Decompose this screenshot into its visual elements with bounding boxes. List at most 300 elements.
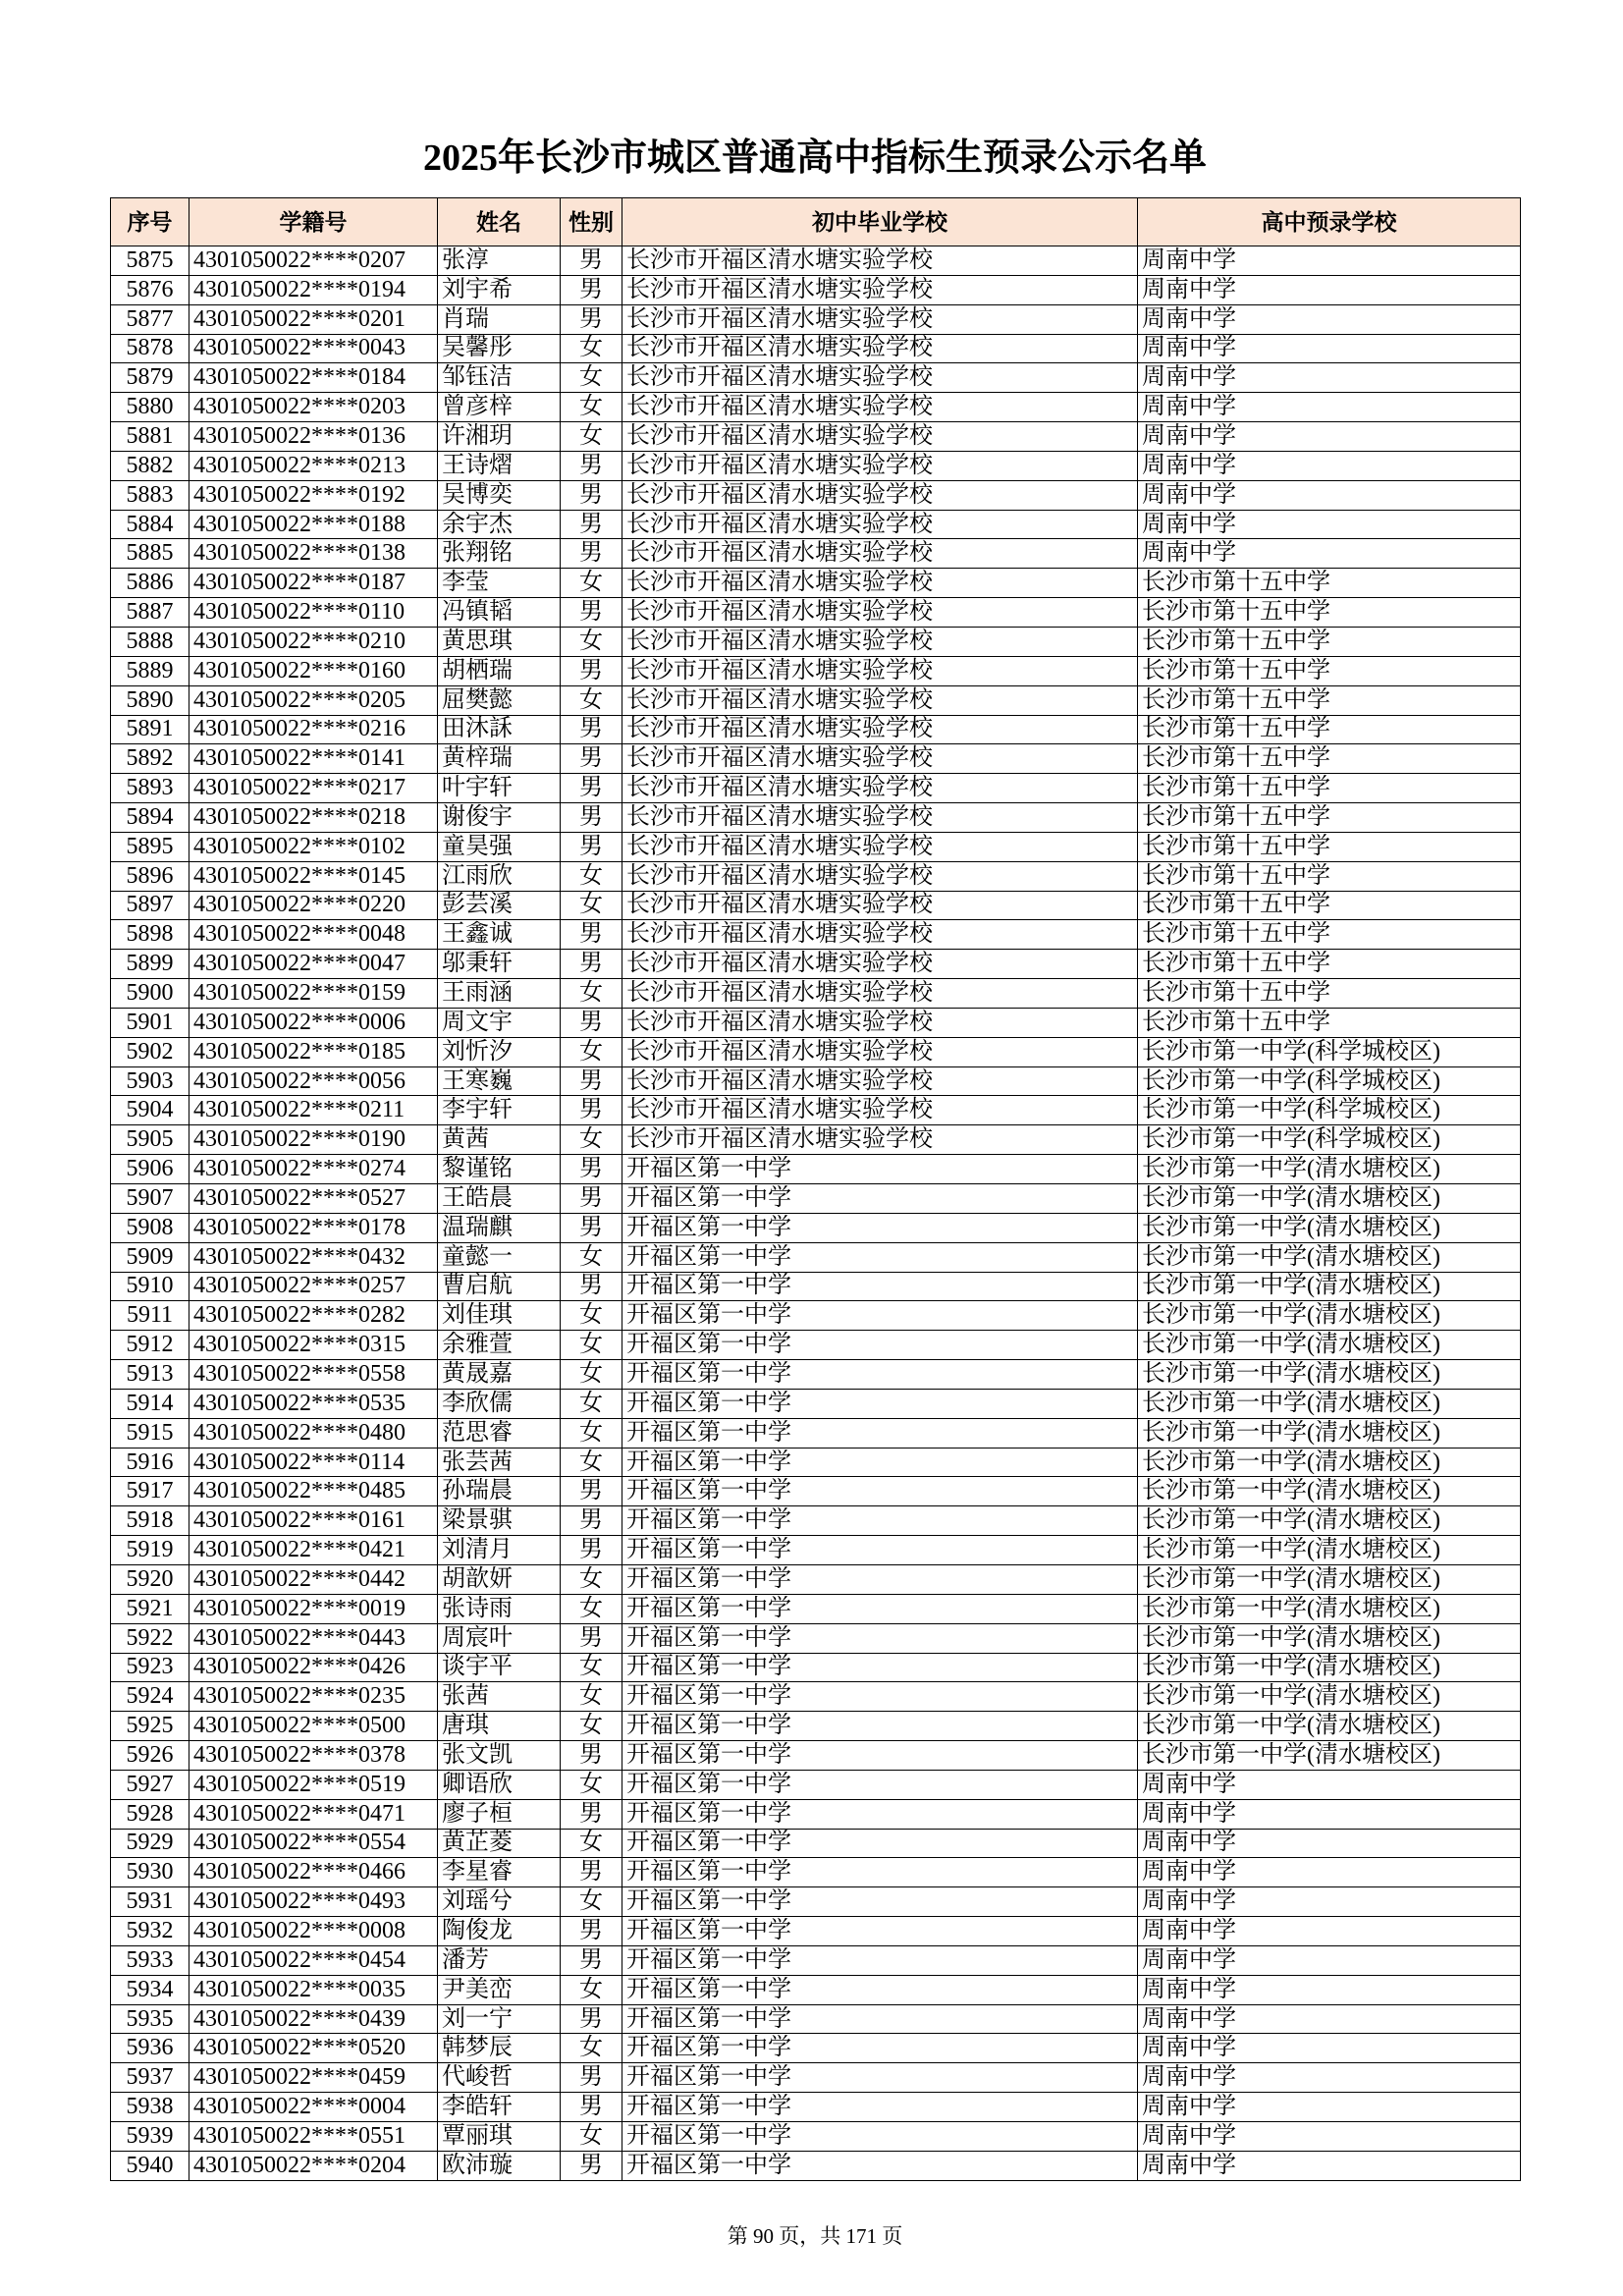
table-row <box>111 1623 1521 1653</box>
cell-student-id: 4301050022****0466 <box>189 1858 438 1887</box>
cell-middle-school: 开福区第一中学 <box>622 1799 1138 1829</box>
cell-student-id: 4301050022****0110 <box>189 598 438 628</box>
table-row <box>111 1272 1521 1301</box>
table-row <box>111 979 1521 1009</box>
cell-high-school: 长沙市第十五中学 <box>1138 979 1521 1009</box>
cell-seq: 5888 <box>111 627 189 656</box>
cell-seq: 5940 <box>111 2151 189 2180</box>
cell-middle-school: 开福区第一中学 <box>622 1418 1138 1448</box>
table-row <box>111 1770 1521 1799</box>
cell-high-school: 长沙市第十五中学 <box>1138 744 1521 774</box>
cell-gender: 男 <box>561 1096 622 1125</box>
cell-seq: 5896 <box>111 861 189 891</box>
cell-student-id: 4301050022****0056 <box>189 1066 438 1096</box>
cell-student-id: 4301050022****0211 <box>189 1096 438 1125</box>
cell-seq: 5910 <box>111 1272 189 1301</box>
cell-high-school: 周南中学 <box>1138 1917 1521 1946</box>
cell-name: 王雨涵 <box>438 979 561 1009</box>
cell-seq: 5911 <box>111 1301 189 1331</box>
cell-gender: 男 <box>561 1272 622 1301</box>
cell-student-id: 4301050022****0047 <box>189 950 438 979</box>
cell-middle-school: 长沙市开福区清水塘实验学校 <box>622 334 1138 363</box>
cell-high-school: 长沙市第一中学(清水塘校区) <box>1138 1242 1521 1272</box>
cell-student-id: 4301050022****0114 <box>189 1448 438 1477</box>
table-row <box>111 832 1521 861</box>
cell-seq: 5884 <box>111 510 189 539</box>
cell-gender: 女 <box>561 1770 622 1799</box>
cell-seq: 5894 <box>111 803 189 833</box>
cell-student-id: 4301050022****0485 <box>189 1477 438 1506</box>
cell-student-id: 4301050022****0213 <box>189 451 438 480</box>
cell-middle-school: 开福区第一中学 <box>622 1213 1138 1242</box>
cell-high-school: 周南中学 <box>1138 480 1521 510</box>
cell-gender: 男 <box>561 304 622 334</box>
cell-seq: 5925 <box>111 1712 189 1741</box>
table-row <box>111 1917 1521 1946</box>
cell-student-id: 4301050022****0459 <box>189 2063 438 2093</box>
table-row <box>111 1741 1521 1771</box>
cell-name: 谈宇平 <box>438 1653 561 1682</box>
cell-gender: 男 <box>561 1184 622 1214</box>
cell-middle-school: 开福区第一中学 <box>622 1242 1138 1272</box>
cell-gender: 女 <box>561 1037 622 1066</box>
cell-middle-school: 长沙市开福区清水塘实验学校 <box>622 656 1138 685</box>
cell-name: 李宇轩 <box>438 1096 561 1125</box>
cell-seq: 5880 <box>111 393 189 422</box>
cell-middle-school: 开福区第一中学 <box>622 1945 1138 1975</box>
cell-middle-school: 开福区第一中学 <box>622 1917 1138 1946</box>
cell-student-id: 4301050022****0141 <box>189 744 438 774</box>
cell-gender: 女 <box>561 1829 622 1858</box>
cell-high-school: 长沙市第一中学(清水塘校区) <box>1138 1184 1521 1214</box>
table-row <box>111 1653 1521 1682</box>
cell-gender: 女 <box>561 1448 622 1477</box>
cell-name: 余宇杰 <box>438 510 561 539</box>
table-row <box>111 1331 1521 1360</box>
cell-student-id: 4301050022****0035 <box>189 1975 438 2004</box>
cell-gender: 女 <box>561 1418 622 1448</box>
cell-seq: 5909 <box>111 1242 189 1272</box>
table-row <box>111 920 1521 950</box>
cell-seq: 5918 <box>111 1506 189 1536</box>
cell-middle-school: 开福区第一中学 <box>622 1360 1138 1390</box>
cell-name: 肖瑞 <box>438 304 561 334</box>
table-row <box>111 1242 1521 1272</box>
cell-student-id: 4301050022****0006 <box>189 1008 438 1037</box>
cell-name: 吴馨彤 <box>438 334 561 363</box>
cell-name: 吴博奕 <box>438 480 561 510</box>
cell-gender: 男 <box>561 2151 622 2180</box>
cell-gender: 男 <box>561 1213 622 1242</box>
cell-student-id: 4301050022****0216 <box>189 715 438 744</box>
cell-high-school: 周南中学 <box>1138 2093 1521 2122</box>
cell-gender: 女 <box>561 422 622 452</box>
cell-seq: 5932 <box>111 1917 189 1946</box>
cell-seq: 5875 <box>111 246 189 276</box>
cell-seq: 5929 <box>111 1829 189 1858</box>
cell-seq: 5916 <box>111 1448 189 1477</box>
cell-student-id: 4301050022****0102 <box>189 832 438 861</box>
cell-high-school: 周南中学 <box>1138 275 1521 304</box>
table-row <box>111 2122 1521 2152</box>
cell-high-school: 长沙市第一中学(清水塘校区) <box>1138 1623 1521 1653</box>
cell-gender: 女 <box>561 1975 622 2004</box>
cell-gender: 女 <box>561 334 622 363</box>
cell-student-id: 4301050022****0207 <box>189 246 438 276</box>
cell-seq: 5914 <box>111 1389 189 1418</box>
cell-name: 邬秉轩 <box>438 950 561 979</box>
cell-seq: 5891 <box>111 715 189 744</box>
table-row <box>111 1829 1521 1858</box>
cell-middle-school: 长沙市开福区清水塘实验学校 <box>622 715 1138 744</box>
roster-table <box>110 197 1521 2181</box>
table-row <box>111 1037 1521 1066</box>
cell-seq: 5915 <box>111 1418 189 1448</box>
table-row <box>111 422 1521 452</box>
cell-high-school: 长沙市第一中学(清水塘校区) <box>1138 1213 1521 1242</box>
cell-gender: 男 <box>561 539 622 569</box>
cell-gender: 男 <box>561 1066 622 1096</box>
table-row <box>111 1360 1521 1390</box>
cell-high-school: 长沙市第一中学(清水塘校区) <box>1138 1448 1521 1477</box>
cell-student-id: 4301050022****0218 <box>189 803 438 833</box>
cell-gender: 女 <box>561 1360 622 1390</box>
cell-gender: 男 <box>561 715 622 744</box>
cell-student-id: 4301050022****0551 <box>189 2122 438 2152</box>
cell-student-id: 4301050022****0421 <box>189 1536 438 1565</box>
table-row <box>111 1096 1521 1125</box>
cell-name: 曹启航 <box>438 1272 561 1301</box>
cell-student-id: 4301050022****0282 <box>189 1301 438 1331</box>
table-row <box>111 1448 1521 1477</box>
cell-name: 彭芸溪 <box>438 891 561 920</box>
cell-middle-school: 长沙市开福区清水塘实验学校 <box>622 861 1138 891</box>
cell-seq: 5902 <box>111 1037 189 1066</box>
cell-high-school: 周南中学 <box>1138 393 1521 422</box>
cell-gender: 女 <box>561 861 622 891</box>
cell-gender: 女 <box>561 363 622 393</box>
table-row <box>111 363 1521 393</box>
cell-high-school: 长沙市第一中学(清水塘校区) <box>1138 1506 1521 1536</box>
cell-student-id: 4301050022****0378 <box>189 1741 438 1771</box>
cell-name: 范思睿 <box>438 1418 561 1448</box>
table-row <box>111 510 1521 539</box>
cell-name: 张文凯 <box>438 1741 561 1771</box>
table-row <box>111 1125 1521 1155</box>
cell-name: 余雅萱 <box>438 1331 561 1360</box>
cell-student-id: 4301050022****0315 <box>189 1331 438 1360</box>
cell-name: 廖子桓 <box>438 1799 561 1829</box>
table-row <box>111 1564 1521 1594</box>
cell-name: 谢俊宇 <box>438 803 561 833</box>
cell-name: 张茜 <box>438 1682 561 1712</box>
cell-name: 李皓轩 <box>438 2093 561 2122</box>
cell-gender: 女 <box>561 569 622 598</box>
cell-name: 黄晟嘉 <box>438 1360 561 1390</box>
cell-high-school: 周南中学 <box>1138 246 1521 276</box>
cell-high-school: 长沙市第一中学(清水塘校区) <box>1138 1418 1521 1448</box>
cell-gender: 男 <box>561 744 622 774</box>
table-row <box>111 2093 1521 2122</box>
cell-seq: 5893 <box>111 774 189 803</box>
cell-middle-school: 开福区第一中学 <box>622 1477 1138 1506</box>
table-row <box>111 1536 1521 1565</box>
cell-middle-school: 开福区第一中学 <box>622 2063 1138 2093</box>
table-row <box>111 275 1521 304</box>
cell-gender: 男 <box>561 275 622 304</box>
cell-name: 梁景骐 <box>438 1506 561 1536</box>
cell-name: 王诗熠 <box>438 451 561 480</box>
cell-gender: 女 <box>561 1712 622 1741</box>
cell-seq: 5924 <box>111 1682 189 1712</box>
cell-name: 曾彦梓 <box>438 393 561 422</box>
table-row <box>111 2004 1521 2034</box>
cell-high-school: 长沙市第十五中学 <box>1138 598 1521 628</box>
cell-student-id: 4301050022****0184 <box>189 363 438 393</box>
cell-name: 尹美峦 <box>438 1975 561 2004</box>
cell-high-school: 周南中学 <box>1138 1975 1521 2004</box>
cell-high-school: 长沙市第一中学(科学城校区) <box>1138 1066 1521 1096</box>
cell-seq: 5934 <box>111 1975 189 2004</box>
cell-gender: 女 <box>561 2122 622 2152</box>
cell-seq: 5903 <box>111 1066 189 1096</box>
cell-middle-school: 长沙市开福区清水塘实验学校 <box>622 569 1138 598</box>
cell-gender: 女 <box>561 1301 622 1331</box>
cell-student-id: 4301050022****0192 <box>189 480 438 510</box>
cell-name: 黄思琪 <box>438 627 561 656</box>
cell-high-school: 周南中学 <box>1138 539 1521 569</box>
table-row <box>111 950 1521 979</box>
cell-middle-school: 长沙市开福区清水塘实验学校 <box>622 451 1138 480</box>
cell-high-school: 长沙市第十五中学 <box>1138 627 1521 656</box>
table-row <box>111 1682 1521 1712</box>
cell-gender: 男 <box>561 598 622 628</box>
cell-middle-school: 长沙市开福区清水塘实验学校 <box>622 539 1138 569</box>
cell-student-id: 4301050022****0519 <box>189 1770 438 1799</box>
table-row <box>111 861 1521 891</box>
cell-seq: 5920 <box>111 1564 189 1594</box>
table-row <box>111 246 1521 276</box>
table-row <box>111 1155 1521 1184</box>
cell-gender: 男 <box>561 1477 622 1506</box>
table-row <box>111 1418 1521 1448</box>
cell-seq: 5908 <box>111 1213 189 1242</box>
cell-seq: 5876 <box>111 275 189 304</box>
cell-middle-school: 开福区第一中学 <box>622 1858 1138 1887</box>
table-row <box>111 1389 1521 1418</box>
table-row <box>111 2063 1521 2093</box>
cell-student-id: 4301050022****0161 <box>189 1506 438 1536</box>
cell-seq: 5933 <box>111 1945 189 1975</box>
cell-gender: 女 <box>561 627 622 656</box>
cell-gender: 男 <box>561 832 622 861</box>
cell-high-school: 长沙市第一中学(清水塘校区) <box>1138 1477 1521 1506</box>
cell-high-school: 周南中学 <box>1138 1829 1521 1858</box>
column-header-seq: 序号 <box>111 198 189 246</box>
table-row <box>111 685 1521 715</box>
cell-seq: 5899 <box>111 950 189 979</box>
table-row <box>111 2034 1521 2063</box>
cell-middle-school: 开福区第一中学 <box>622 1653 1138 1682</box>
table-row <box>111 304 1521 334</box>
cell-middle-school: 长沙市开福区清水塘实验学校 <box>622 832 1138 861</box>
cell-seq: 5898 <box>111 920 189 950</box>
cell-student-id: 4301050022****0188 <box>189 510 438 539</box>
cell-gender: 男 <box>561 1799 622 1829</box>
cell-student-id: 4301050022****0048 <box>189 920 438 950</box>
table-row <box>111 744 1521 774</box>
cell-seq: 5882 <box>111 451 189 480</box>
table-row <box>111 627 1521 656</box>
table-row <box>111 774 1521 803</box>
cell-student-id: 4301050022****0454 <box>189 1945 438 1975</box>
cell-name: 刘瑶兮 <box>438 1887 561 1917</box>
cell-middle-school: 开福区第一中学 <box>622 2004 1138 2034</box>
cell-high-school: 长沙市第一中学(清水塘校区) <box>1138 1272 1521 1301</box>
cell-seq: 5887 <box>111 598 189 628</box>
cell-high-school: 长沙市第一中学(科学城校区) <box>1138 1037 1521 1066</box>
cell-high-school: 长沙市第一中学(科学城校区) <box>1138 1125 1521 1155</box>
table-row <box>111 2151 1521 2180</box>
cell-name: 韩梦辰 <box>438 2034 561 2063</box>
cell-name: 卿语欣 <box>438 1770 561 1799</box>
table-row <box>111 393 1521 422</box>
table-row <box>111 1184 1521 1214</box>
cell-high-school: 长沙市第十五中学 <box>1138 715 1521 744</box>
cell-name: 王寒巍 <box>438 1066 561 1096</box>
cell-seq: 5879 <box>111 363 189 393</box>
cell-middle-school: 长沙市开福区清水塘实验学校 <box>622 1008 1138 1037</box>
cell-name: 覃丽琪 <box>438 2122 561 2152</box>
cell-seq: 5927 <box>111 1770 189 1799</box>
cell-name: 代峻哲 <box>438 2063 561 2093</box>
cell-gender: 男 <box>561 1155 622 1184</box>
table-row <box>111 1301 1521 1331</box>
cell-name: 张芸茜 <box>438 1448 561 1477</box>
cell-middle-school: 长沙市开福区清水塘实验学校 <box>622 246 1138 276</box>
cell-middle-school: 长沙市开福区清水塘实验学校 <box>622 510 1138 539</box>
cell-seq: 5901 <box>111 1008 189 1037</box>
cell-gender: 女 <box>561 1389 622 1418</box>
cell-student-id: 4301050022****0210 <box>189 627 438 656</box>
cell-middle-school: 长沙市开福区清水塘实验学校 <box>622 744 1138 774</box>
cell-seq: 5912 <box>111 1331 189 1360</box>
cell-high-school: 周南中学 <box>1138 451 1521 480</box>
cell-name: 刘清月 <box>438 1536 561 1565</box>
cell-student-id: 4301050022****0235 <box>189 1682 438 1712</box>
cell-seq: 5923 <box>111 1653 189 1682</box>
cell-middle-school: 长沙市开福区清水塘实验学校 <box>622 627 1138 656</box>
column-header-middle-school: 初中毕业学校 <box>622 198 1138 246</box>
cell-gender: 女 <box>561 2034 622 2063</box>
cell-gender: 男 <box>561 1858 622 1887</box>
cell-student-id: 4301050022****0520 <box>189 2034 438 2063</box>
cell-student-id: 4301050022****0274 <box>189 1155 438 1184</box>
cell-seq: 5892 <box>111 744 189 774</box>
cell-gender: 男 <box>561 1536 622 1565</box>
cell-gender: 男 <box>561 803 622 833</box>
cell-student-id: 4301050022****0257 <box>189 1272 438 1301</box>
cell-middle-school: 开福区第一中学 <box>622 1682 1138 1712</box>
cell-high-school: 周南中学 <box>1138 1945 1521 1975</box>
table-row <box>111 1887 1521 1917</box>
page-title: 2025年长沙市城区普通高中指标生预录公示名单 <box>422 137 1207 179</box>
cell-gender: 女 <box>561 979 622 1009</box>
cell-gender: 男 <box>561 2093 622 2122</box>
cell-middle-school: 长沙市开福区清水塘实验学校 <box>622 891 1138 920</box>
cell-high-school: 周南中学 <box>1138 1770 1521 1799</box>
cell-student-id: 4301050022****0205 <box>189 685 438 715</box>
table-row <box>111 656 1521 685</box>
cell-middle-school: 长沙市开福区清水塘实验学校 <box>622 480 1138 510</box>
column-header-student-id: 学籍号 <box>189 198 438 246</box>
table-row <box>111 1945 1521 1975</box>
cell-high-school: 长沙市第十五中学 <box>1138 950 1521 979</box>
cell-gender: 男 <box>561 480 622 510</box>
cell-seq: 5917 <box>111 1477 189 1506</box>
cell-high-school: 长沙市第一中学(清水塘校区) <box>1138 1331 1521 1360</box>
cell-middle-school: 长沙市开福区清水塘实验学校 <box>622 803 1138 833</box>
cell-seq: 5936 <box>111 2034 189 2063</box>
cell-seq: 5913 <box>111 1360 189 1390</box>
cell-high-school: 长沙市第一中学(清水塘校区) <box>1138 1712 1521 1741</box>
cell-gender: 男 <box>561 246 622 276</box>
cell-seq: 5881 <box>111 422 189 452</box>
cell-name: 李莹 <box>438 569 561 598</box>
cell-middle-school: 开福区第一中学 <box>622 1770 1138 1799</box>
cell-high-school: 周南中学 <box>1138 422 1521 452</box>
cell-high-school: 长沙市第一中学(清水塘校区) <box>1138 1653 1521 1682</box>
cell-gender: 女 <box>561 1594 622 1623</box>
cell-middle-school: 长沙市开福区清水塘实验学校 <box>622 363 1138 393</box>
cell-high-school: 周南中学 <box>1138 2151 1521 2180</box>
cell-gender: 男 <box>561 774 622 803</box>
cell-middle-school: 长沙市开福区清水塘实验学校 <box>622 979 1138 1009</box>
cell-student-id: 4301050022****0178 <box>189 1213 438 1242</box>
cell-name: 张翔铭 <box>438 539 561 569</box>
cell-gender: 男 <box>561 1917 622 1946</box>
cell-name: 童昊强 <box>438 832 561 861</box>
cell-student-id: 4301050022****0558 <box>189 1360 438 1390</box>
cell-middle-school: 开福区第一中学 <box>622 1389 1138 1418</box>
cell-high-school: 长沙市第一中学(清水塘校区) <box>1138 1682 1521 1712</box>
cell-name: 张诗雨 <box>438 1594 561 1623</box>
cell-seq: 5886 <box>111 569 189 598</box>
cell-gender: 男 <box>561 656 622 685</box>
cell-middle-school: 开福区第一中学 <box>622 2122 1138 2152</box>
cell-name: 黄茜 <box>438 1125 561 1155</box>
cell-name: 周文宇 <box>438 1008 561 1037</box>
header-row <box>111 198 1521 246</box>
cell-middle-school: 开福区第一中学 <box>622 1564 1138 1594</box>
cell-name: 欧沛璇 <box>438 2151 561 2180</box>
cell-middle-school: 开福区第一中学 <box>622 1741 1138 1771</box>
cell-name: 潘芳 <box>438 1945 561 1975</box>
cell-name: 王皓晨 <box>438 1184 561 1214</box>
cell-middle-school: 长沙市开福区清水塘实验学校 <box>622 1037 1138 1066</box>
table-row <box>111 1477 1521 1506</box>
cell-gender: 女 <box>561 1682 622 1712</box>
table-row <box>111 539 1521 569</box>
cell-high-school: 长沙市第一中学(清水塘校区) <box>1138 1594 1521 1623</box>
cell-seq: 5889 <box>111 656 189 685</box>
cell-middle-school: 开福区第一中学 <box>622 1829 1138 1858</box>
cell-gender: 女 <box>561 1887 622 1917</box>
table-row <box>111 1506 1521 1536</box>
column-header-high-school: 高中预录学校 <box>1138 198 1521 246</box>
cell-high-school: 长沙市第十五中学 <box>1138 774 1521 803</box>
cell-middle-school: 开福区第一中学 <box>622 1155 1138 1184</box>
